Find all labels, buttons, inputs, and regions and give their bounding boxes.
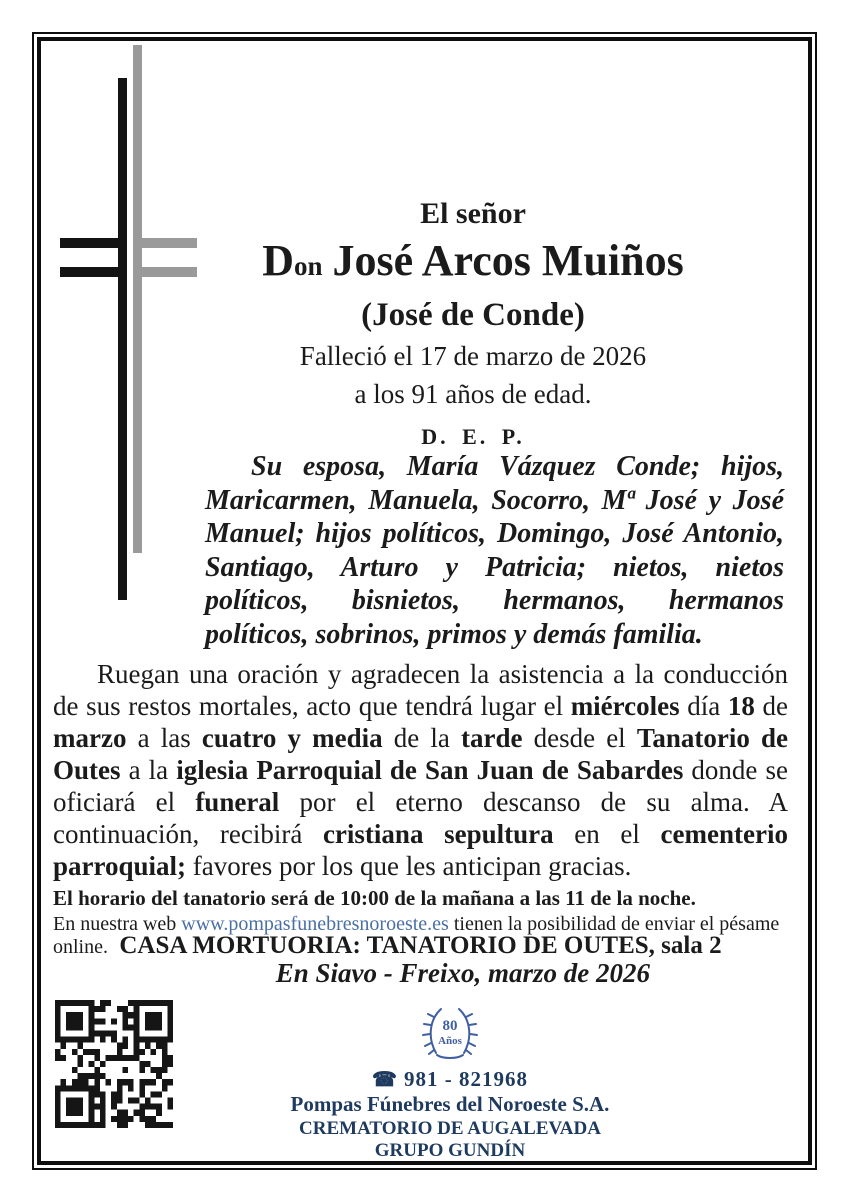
dep-line: D. E. P. [421,424,525,449]
inner-border-frame [37,37,812,1165]
anniversary-number: 80 [442,1018,458,1034]
laurel-wreath-icon [417,1003,483,1065]
mortuary-line: CASA MORTUORIA: TANATORIO DE OUTES, sala 2 [119,932,722,959]
don-prefix-small: on [294,251,323,281]
phone-icon: ☎ [372,1069,398,1091]
announcement-paragraph: Ruegan una oración y agradecen la asistencia a la conducción de sus restos mortales, acto que tendrá lugar el miércoles día 18 de marzo a las cuatro y media de la tarde desde el Tanatorio de Outes a la iglesia Parroquial de San Juan de Sabardes donde se oficiará el funeral por el eterno descanso de su alma. A continuación, recibirá cristiana sepultura en el cementerio parroquial; favores por los que les anticipan gracias. [53,659,788,881]
phone-number: 981 - 821968 [403,1067,528,1091]
cross-black-upper-arm [60,238,127,248]
website-line: En nuestra web www.pompasfunebresnoroeste.es tienen la posibilidad de enviar el pésame online. [53,913,780,958]
phone-line [150,1067,750,1092]
anniversary-label: Años [438,1035,462,1047]
family-paragraph: Su esposa, María Vázquez Conde; hijos, Maricarmen, Manuela, Socorro, Mª José y José Manuel; hijos políticos, Domingo, José Antonio, Santiago, Arturo y Patricia; nietos, nietos políticos, bisnietos, hermanos, hermanos políticos, sobrinos, primos y demás familia. [205,451,784,650]
funeral-home-block [150,1003,750,1162]
crematorium-name: CREMATORIO DE AUGALEVADA [299,1118,601,1139]
deceased-name [149,233,797,294]
deceased-alias: (José de Conde) [361,297,585,333]
outer-border-frame [32,32,817,1170]
website-link[interactable]: www.pompasfunebresnoroeste.es [181,913,449,935]
tanatorio-schedule-line: El horario del tanatorio será de 10:00 de la mañana a las 11 de la noche. [53,886,696,910]
place-date-line: En Siavo - Freixo, marzo de 2026 [275,958,650,988]
deceased-full-name: José Arcos Muiños [332,236,684,285]
company-name: Pompas Fúnebres del Noroeste S.A. [290,1092,610,1116]
header-block [149,197,797,450]
death-date-line: Falleció el 17 de marzo de 2026 [299,341,647,371]
cross-black-lower-arm [60,267,127,277]
cross-black-vertical-bar [118,78,127,600]
don-prefix-large: D [262,236,295,285]
honorific-line: El señor [420,197,526,230]
death-age-line: a los 91 años de edad. [354,379,592,409]
group-name: GRUPO GUNDÍN [374,1140,526,1161]
cross-gray-vertical-bar [133,45,142,553]
